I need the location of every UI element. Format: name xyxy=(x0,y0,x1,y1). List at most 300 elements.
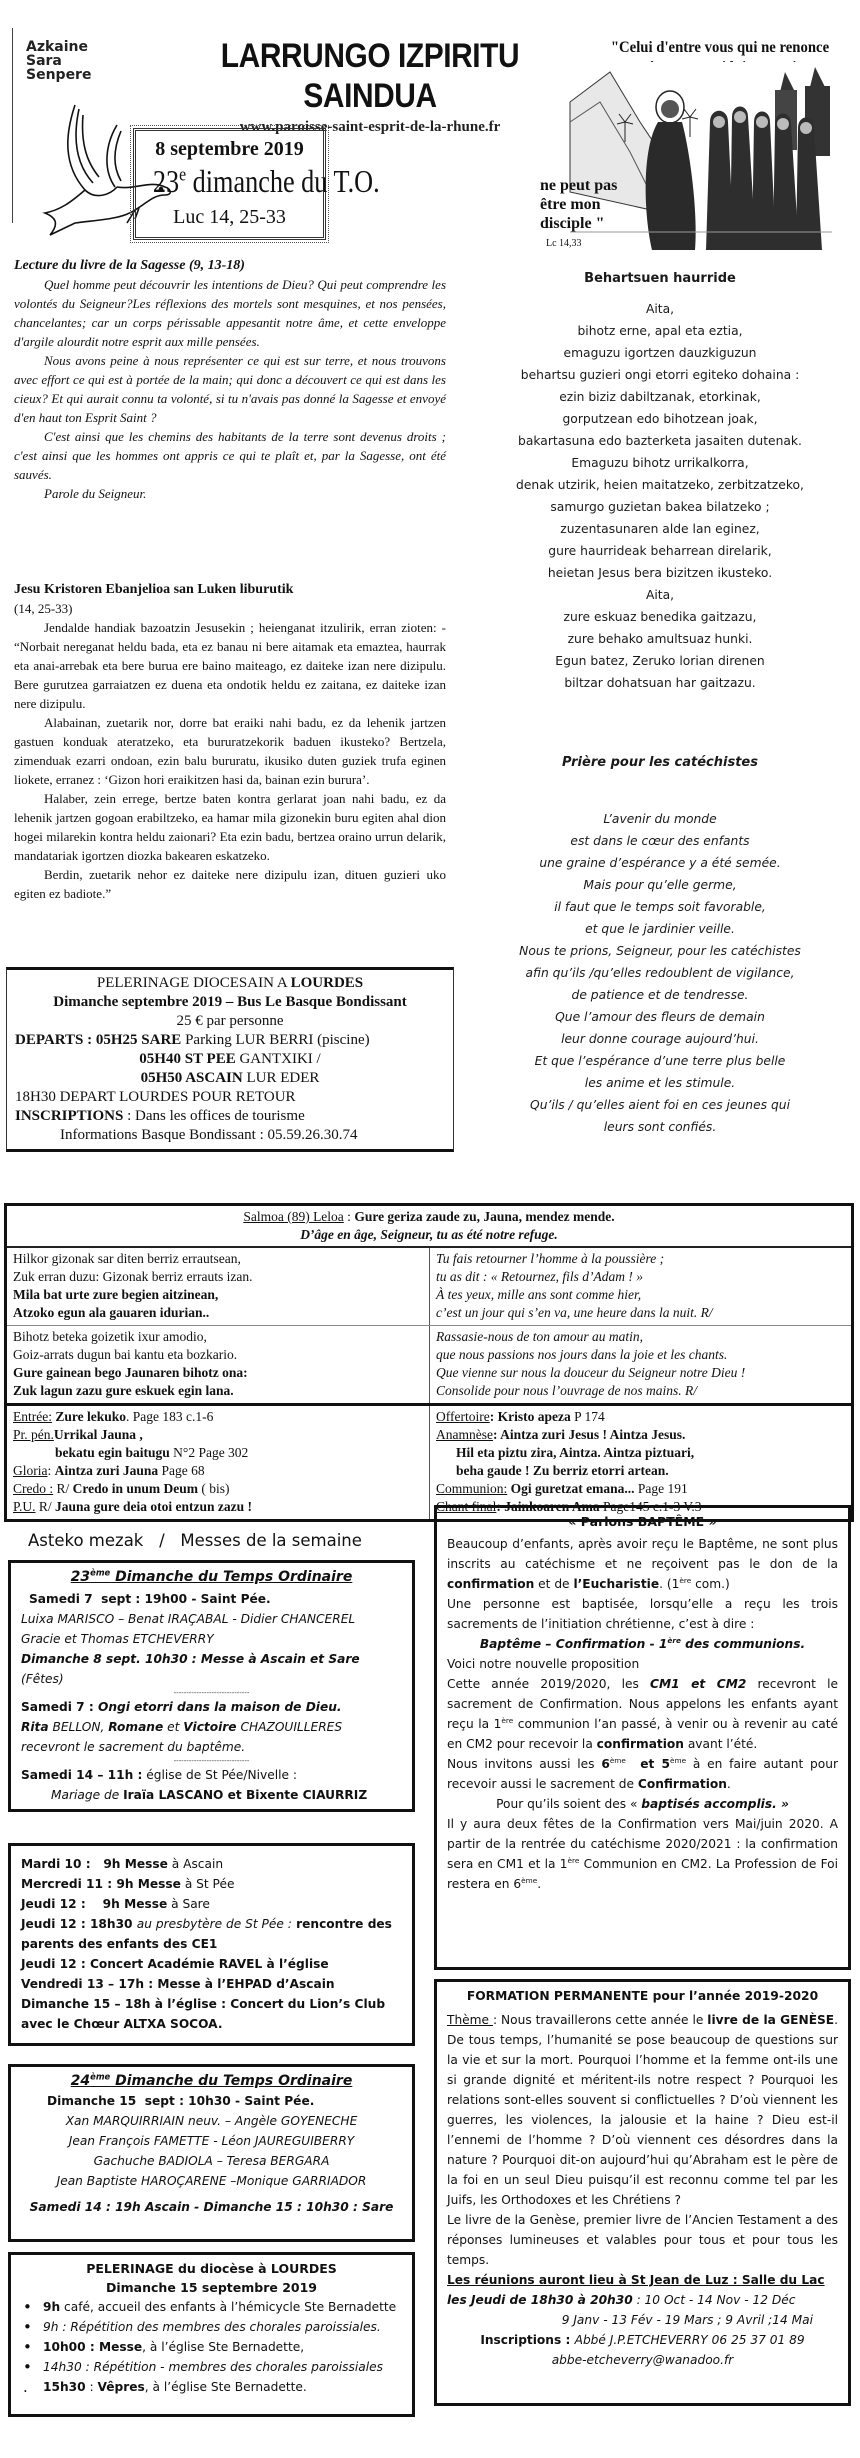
pilgrimage-program-box xyxy=(8,2252,415,2417)
baptism-last-name: BELLON, xyxy=(48,1720,109,1734)
text-run: Pour qu’ils soient des « xyxy=(496,1797,642,1811)
chant-title: Aintza zuri Jauna xyxy=(54,1463,159,1478)
reading-paragraph: Nous avons peine à nous représenter ce qui est sur terre, et nous trouvons avec effort ce qui est à portée de la main; qui donc a découvert ce qui est dans les cieux? Et qui aurait connu ta volonté, si tu n'avais pas donné la Sagesse et envoyé d'en haut ton Esprit Saint ? xyxy=(14,353,446,425)
chant-title: bekatu egin baitugu xyxy=(55,1445,170,1460)
item-text: 14h30 : Répétition - membres des chorales paroissiales xyxy=(43,2360,383,2374)
text-sup: ère xyxy=(567,1855,580,1865)
verse-line: Rassasie-nous de ton amour au matin, xyxy=(436,1329,643,1344)
prayer-lines xyxy=(470,808,850,1138)
prayer-line: zure behako amultsuaz hunki. xyxy=(567,632,753,646)
chant-label: P.U. xyxy=(13,1499,36,1514)
quote-line: ne peut pas xyxy=(540,177,618,194)
verse-line: Zuk lagun zazu gure eskuek egin lana. xyxy=(13,1383,234,1398)
prayer-line: gure haurrideak beharrean direlarik, xyxy=(548,544,772,558)
prayer-lines xyxy=(470,298,850,694)
basque-prayer xyxy=(470,268,850,694)
chant-title: Aintza zuri Jesus ! Aintza Jesus. xyxy=(500,1427,686,1442)
chant-anamnesis xyxy=(436,1426,845,1444)
chant-detail: ( bis) xyxy=(198,1481,230,1496)
bus-info-phone: Informations Basque Bondissant : 05.59.26.30.74 xyxy=(60,1127,358,1143)
weekday-day: Jeudi 12 : xyxy=(21,1897,103,1911)
chant-detail: Page 191 xyxy=(634,1481,688,1496)
item-text: : Vêpres, à l’église Ste Bernadette. xyxy=(85,2380,307,2394)
psalm-refrain-basque xyxy=(7,1208,851,1226)
psalm-table xyxy=(4,1203,854,1522)
text-run: . (1 xyxy=(659,1577,680,1591)
chant-label: Pr. pén. xyxy=(13,1427,54,1442)
mass-intention: Gracie et Thomas ETCHEVERRY xyxy=(21,1632,214,1646)
item-text: 9h : Répétition des membres des chorales paroissiales. xyxy=(43,2320,381,2334)
prayer-line: denak utzirik, heien maitatzeko, zerbitzatzeko, xyxy=(516,478,804,492)
mass-intention: Xan MARQUIRRIAIN neuv. – Angèle GOYENECHE xyxy=(65,2114,358,2128)
text-run: Confirmation xyxy=(637,1777,727,1791)
divider: ------------------------------ xyxy=(173,1689,250,1697)
text-run: 6 xyxy=(601,1757,610,1771)
gospel-quote-top: "Celui d'entre vous qui ne renonce xyxy=(610,39,830,56)
psalm-colon: : xyxy=(343,1209,355,1224)
chant-colon: : xyxy=(492,1427,501,1442)
departure-row xyxy=(15,1069,445,1088)
weekday-masses-box xyxy=(8,1843,415,2046)
departure-time: 05H50 ASCAIN xyxy=(140,1070,243,1086)
baptism-last-name: CHAZOUILLERES xyxy=(236,1720,343,1734)
gospel-heading: Jesu Kristoren Ebanjelioa san Luken liburutik xyxy=(14,582,294,597)
mass-intention: Jean Baptiste HAROÇARENE –Monique GARRIADOR xyxy=(56,2174,367,2188)
prayer-line: Egun batez, Zeruko lorian direnen xyxy=(555,654,765,668)
psalm-stanza-row xyxy=(7,1325,851,1403)
chants-right xyxy=(429,1406,851,1519)
verse-line: Atzoko egun ala gauaren idurian.. xyxy=(13,1305,210,1320)
weekday-event: 9h Messe xyxy=(102,1897,168,1911)
prayer-heading: Behartsuen haurride xyxy=(584,271,736,286)
sunday-23-box xyxy=(8,1560,415,1812)
website-link[interactable]: www.paroisse-saint-esprit-de-la-rhune.fr xyxy=(239,119,501,135)
bulletin-title: LARRUNGO IZPIRITU SAINDUA xyxy=(220,37,520,115)
formation-inscriptions xyxy=(447,2330,838,2350)
verse-line: Zuk erran duzu: Gizonak berriz errauts izan. xyxy=(13,1269,253,1284)
chant-title: Ogi guretzat emana... xyxy=(510,1481,635,1496)
chant-title: Hil eta piztu zira, Aintza. Aintza piztuari, xyxy=(456,1445,695,1460)
text-run: l’Eucharistie xyxy=(573,1577,660,1591)
inscriptions-label: INSCRIPTIONS xyxy=(15,1108,124,1124)
verse-line: c’est un jour qui s’en va, une heure dans la nuit. R/ xyxy=(436,1305,713,1320)
verse-line: tu as dit : « Retournez, fils d’Adam ! » xyxy=(436,1269,643,1284)
town-name: Senpere xyxy=(26,67,92,83)
catechist-prayer-heading: Prière pour les catéchistes xyxy=(562,755,758,770)
date-box xyxy=(133,128,380,240)
program-item xyxy=(21,2297,402,2317)
psalm-stanza-row xyxy=(7,1248,851,1325)
mass-intention: Jean François FAMETTE - Léon JAUREGUIBERRY xyxy=(68,2134,355,2148)
weekday-event: rencontre des parents des enfants des CE1 xyxy=(21,1917,392,1951)
stanza-french xyxy=(429,1248,851,1325)
wedding-place: église de St Pée/Nivelle : xyxy=(142,1768,297,1782)
prayer-line: Nous te prions, Seigneur, pour les catéchistes xyxy=(519,944,801,958)
prayer-line: Aita, xyxy=(645,588,675,602)
sunday-24-box xyxy=(8,2064,415,2242)
text-run: : Nous travaillerons cette année le xyxy=(492,2013,708,2027)
chant-detail: . Page 183 c.1-6 xyxy=(126,1409,214,1424)
chant-title: Jauna gure deia otoi entzun zazu ! xyxy=(55,1499,253,1514)
gospel-reference: Luc 14, 25-33 xyxy=(173,206,286,228)
prayer-line: bihotz erne, apal eta eztia, xyxy=(577,324,743,338)
chant-label: Entrée: xyxy=(13,1409,52,1424)
weekly-masses-title: Asteko mezak / Messes de la semaine xyxy=(28,1531,362,1550)
baptism-accomplished xyxy=(447,1794,838,1814)
departure-time: 05H40 ST PEE xyxy=(139,1051,236,1067)
gospel-paragraph: Jendalde handiak bazoatzin Jesusekin ; heienganat itzulirik, erran zioten: - “Norbait nereganat heldu bada, eta ez banau ni bere aitamak eta emaztea, haurrak eta anai-arrebak eta bere burua ere baino maiteago, ez daiteke izan nere dizipulu. Bere gurutzea garraiatzen ez duena eta ondotik heldu ez zaitana, ez daiteke izan nere dizipulu. xyxy=(14,620,446,711)
baptism-first-name: Romane xyxy=(108,1720,164,1734)
text-run: avant l’été. xyxy=(683,1737,758,1751)
text-run: . xyxy=(726,1777,731,1791)
prayer-line: Aita, xyxy=(645,302,675,316)
pilgrimage-price: 25 € par personne xyxy=(176,1013,284,1029)
program-item xyxy=(21,2337,402,2357)
gospel-paragraph: Alabainan, zuetarik nor, dorre bat eraiki nahi badu, ez da lehenik jartzen gastuen konduak ateratzeko, eta bururatzekorik baduen ikusteko? Bertzela, zimenduak ezarri ondoan, ezin balu bururatu, ikusiko duten guziek trufa eginen liokete, erranez : ‘Gizon hori eraikitzen hasi da, bainan ezin burura’. xyxy=(14,715,446,787)
departure-detail: GANTXIKI / xyxy=(235,1051,321,1067)
gospel-paragraph: Halaber, zein errege, bertze baten kontra gerlarat joan nahi badu, ez da lehenik jartzen gogoan erabiltzeko, ea hamar mila gizonekin buru egiten ahal dion hogei milarekin kontra heldu zaionari? Eta ezin badu, bertzea oraino urrun delarik, mandatariak igortzen diozka bakearen eskatzeko. xyxy=(14,791,446,863)
chant-title: Kristo apeza xyxy=(497,1409,571,1424)
prayer-line: L’avenir du monde xyxy=(603,812,717,826)
chant-label: Credo : xyxy=(13,1481,54,1496)
prayer-line: heietan Jesus bera bizitzen ikusteko. xyxy=(547,566,773,580)
prayer-line: Emaguzu bihotz urrikalkorra, xyxy=(571,456,749,470)
mass-sunday-text: Dimanche 8 sept. 10h30 : Messe à Ascain et Sare xyxy=(21,1652,360,1666)
weekday-event: 9h Messe xyxy=(103,1857,168,1871)
weekday-place: à St Pée xyxy=(180,1877,235,1891)
baptism-last-name: et xyxy=(163,1720,184,1734)
pilgrimage-title-text: PELERINAGE DIOCESAIN A xyxy=(96,975,291,991)
chant-detail: P 174 xyxy=(570,1409,605,1424)
baptism-first-name: Victoire xyxy=(183,1720,237,1734)
baptism-paragraph: Voici notre nouvelle proposition xyxy=(447,1657,640,1671)
item-emphasis: Vêpres xyxy=(97,2380,145,2394)
prayer-line: les anime et les stimule. xyxy=(584,1076,736,1090)
text-run: Il y aura deux fêtes de la Confirmation vers Mai/juin 2020. A partir de la rentrée du catéchisme 2020/2021 : la confirmation sera en CM1 et la 1 xyxy=(447,1817,838,1871)
chant-anamnesis-cont xyxy=(436,1444,845,1462)
text-run: des communions. xyxy=(680,1637,806,1651)
prayer-line: zuzentasunaren alde lan eginez, xyxy=(560,522,760,536)
chant-entree xyxy=(13,1408,423,1426)
weekday-day: Jeudi 12 : 18h30 xyxy=(21,1917,137,1931)
mass-intention: Gachuche BADIOLA – Teresa BERGARA xyxy=(93,2154,330,2168)
chant-title: Credo in unum Deum xyxy=(72,1481,199,1496)
departure-detail: Parking LUR BERRI (piscine) xyxy=(181,1032,370,1048)
prayer-line: et que le jardinier veille. xyxy=(585,922,735,936)
baptism-paragraph xyxy=(447,1754,838,1794)
chant-detail: Page145 c.1-3 V.3 xyxy=(599,1499,702,1514)
item-text: , à l’église Ste Bernadette, xyxy=(142,2340,305,2354)
town-name: Sara xyxy=(26,53,62,69)
sunday-23-title xyxy=(21,1567,402,1587)
text-run: livre de la GENÈSE xyxy=(707,2013,835,2027)
formation-box xyxy=(434,1979,851,2406)
baptism-title: « Parlons BAPTÊME » xyxy=(568,1514,717,1529)
psalm-header xyxy=(7,1206,851,1248)
prayer-line: ezin biziz dabiltzanak, etorkinak, xyxy=(559,390,761,404)
prayer-line: leur donne courage aujourd’hui. xyxy=(561,1032,759,1046)
baptism-talk-box xyxy=(434,1505,851,1970)
chant-sep: : xyxy=(47,1463,55,1478)
formation-dates: 9 Janv - 13 Fév - 19 Mars ; 9 Avril ;14 Mai xyxy=(561,2313,813,2327)
welcome-line xyxy=(21,1697,402,1717)
text-run: recevront le sacrement de Confirmation. Nous appelons les enfants ayant reçu la 1 xyxy=(447,1677,838,1731)
stanza-french xyxy=(429,1326,851,1403)
weekday-item: Vendredi 13 – 17h : Messe à l’EHPAD d’Ascain xyxy=(21,1977,335,1991)
verse-line: Consolide pour nous l’ouvrage de nos mains. R/ xyxy=(436,1383,697,1398)
prayer-line: afin qu’ils /qu’elles redoublent de vigilance, xyxy=(525,966,795,980)
pilgrimage-title xyxy=(15,974,445,993)
verse-line: Goiz-arrats dugun bai kantu eta bozkario. xyxy=(13,1347,238,1362)
title-number: 24 xyxy=(70,2073,91,2089)
chant-title: Urrikal Jauna , xyxy=(53,1427,143,1442)
verse-line: Gure gainean bego Jaunaren bihotz ona: xyxy=(13,1365,248,1380)
return-time: 18H30 DEPART LOURDES POUR RETOUR xyxy=(15,1089,296,1105)
chant-colon: : xyxy=(496,1499,505,1514)
stanza-basque xyxy=(7,1326,429,1403)
departure-row xyxy=(15,1031,445,1050)
formation-theme xyxy=(447,2010,838,2210)
weekday-day: Mercredi 11 xyxy=(21,1877,104,1891)
prayer-line: Et que l’espérance d’une terre plus belle xyxy=(534,1054,786,1068)
departure-time: 05H25 SARE xyxy=(95,1032,182,1048)
baptism-first-name: Rita xyxy=(21,1720,49,1734)
item-time: 10h00 : Messe xyxy=(43,2340,143,2354)
mass-sunday xyxy=(21,1649,402,1689)
chant-colon: : xyxy=(489,1409,498,1424)
wedding-line xyxy=(21,1765,402,1785)
town-list xyxy=(26,40,91,82)
chant-prayer-universal xyxy=(13,1498,423,1516)
weekday-event: : 9h Messe xyxy=(103,1877,181,1891)
weekday-item xyxy=(21,1854,402,1874)
item-time: 9h xyxy=(43,2300,61,2314)
reading-paragraph: Quel homme peut découvrir les intentions de Dieu? Qui peut comprendre les volontés du Seigneur?Les réflexions des mortels sont mesquines, et nos pensées, chancelantes; car un corps périssable appesantit notre âme, et cette enveloppe d'argile alourdit notre esprit aux mille pensées. xyxy=(14,277,446,349)
baptism-names xyxy=(21,1717,402,1737)
text-sup: ème xyxy=(609,1755,626,1765)
gospel-quote-bottom xyxy=(540,176,617,233)
weekday-item: Dimanche 15 – 18h à l’église : Concert du Lion’s Club avec le Chœur ALTXA SOCOA. xyxy=(21,1997,386,2031)
gospel-paragraph: Berdin, zuetarik nehor ez daiteke nere dizipulu izan, dituen guzieri uko egiten ez badiote.” xyxy=(14,867,446,901)
wedding-names: Iraïa LASCANO et Bixente CIAURRIZ xyxy=(123,1788,368,1802)
verse-line: Tu fais retourner l’homme à la poussière ; xyxy=(436,1251,665,1266)
inscriptions-text: : Dans les offices de tourisme xyxy=(123,1108,305,1124)
prayer-line: Que l’amour des fleurs de demain xyxy=(555,1010,765,1024)
text-run: Communion en CM2. La Profession de Foi restera en 6 xyxy=(447,1857,838,1891)
formation-location: Les réunions auront lieu à St Jean de Luz : Salle du Lac xyxy=(447,2273,825,2287)
departs-label: DEPARTS : xyxy=(15,1032,96,1048)
prayer-line: emaguzu igortzen dauzkiguzun xyxy=(563,346,757,360)
text-run: CM1 et CM2 xyxy=(650,1677,747,1691)
sunday-24-title xyxy=(21,2071,402,2091)
text-run: . De tous temps, l’humanité se pose beaucoup de questions sur la vie et sur la mort. Pourquoi l’homme et la femme ont-ils une si grande dignité et méritent-ils notre respect ? Pourquoi les relations sont-elles souvent si conflictuelles ? D’où viennent les guerres, les violences, la jalousie et la haine ? Dieu est-il l’ennemi de l’homme ? D’où viennent ces désordres dans la nature ? Pourquoi dit-on aujourd’hui qu’Abraham est le père de la foi en un seul Dieu puisqu’il est reconnu comme tel par les Juifs, les Orthodoxes et les Chrétiens ? xyxy=(447,2013,838,2207)
prayer-line: de patience et de tendresse. xyxy=(571,988,749,1002)
pilgrimage-bus-box xyxy=(6,967,454,1152)
program-list xyxy=(21,2297,402,2397)
item-text: café, accueil des enfants à l’hémicycle Ste Bernadette xyxy=(60,2300,397,2314)
title-sup: ème xyxy=(90,1567,111,1578)
chant-title: Jainkoaren Ama xyxy=(504,1499,600,1514)
baptism-paragraph xyxy=(447,1534,838,1594)
chant-title: beha gaude ! Zu berriz etorri artean. xyxy=(456,1463,669,1478)
email-link[interactable]: abbe-etcheverry@wanadoo.fr xyxy=(551,2353,734,2367)
baptism-paragraph xyxy=(447,1814,838,1894)
prayer-line: Qu’ils / qu’elles aient foi en ces jeunes qui xyxy=(530,1098,790,1112)
chant-gloria xyxy=(13,1462,423,1480)
refrain-french: D’âge en âge, Seigneur, tu as été notre refuge. xyxy=(300,1227,558,1242)
title-number: 23 xyxy=(70,1569,91,1585)
verse-line: Que vienne sur nous la douceur du Seigneur notre Dieu ! xyxy=(436,1365,746,1380)
baptism-paragraph: Une personne est baptisée, lorsqu’elle a reçu les trois sacrements de l’initiation chrétienne, c’est à dire : xyxy=(447,1597,838,1631)
weekday-item: Jeudi 12 : Concert Académie RAVEL à l’église xyxy=(21,1957,329,1971)
stanza-basque xyxy=(7,1248,429,1325)
quote-line: être mon xyxy=(540,196,601,213)
text-run: baptisés accomplis. » xyxy=(641,1797,789,1811)
text-run: à en faire autant pour recevoir aussi le sacrement de xyxy=(447,1757,838,1791)
chant-detail: N°2 Page 302 xyxy=(169,1445,249,1460)
wedding-names-line xyxy=(21,1785,402,1805)
inscriptions-label: Inscriptions : xyxy=(480,2333,575,2347)
weekday-day: Mardi 10 : xyxy=(21,1857,104,1871)
chant-label: Anamnèse xyxy=(436,1427,493,1442)
prayer-line: biltzar dohatsuan har gaitzazu. xyxy=(564,676,756,690)
chants-row xyxy=(7,1403,851,1519)
schedule-label: les Jeudi de 18h30 à 20h30 xyxy=(447,2293,633,2307)
wedding-day: Samedi 14 – 11h : xyxy=(21,1768,143,1782)
weekday-item xyxy=(21,1914,402,1954)
text-sup: ère xyxy=(667,1635,681,1645)
chants-left xyxy=(7,1406,429,1519)
inscriptions-contact: Abbé J.P.ETCHEVERRY 06 25 37 01 89 xyxy=(574,2333,805,2347)
prayer-line: bakartasuna edo bazterketa jasaiten dutenak. xyxy=(518,434,802,448)
verse-line: que nous passions nos jours dans la joie et les chants. xyxy=(436,1347,728,1362)
margin-rule xyxy=(12,28,13,223)
chant-label: Communion: xyxy=(436,1481,508,1496)
text-sup: ème xyxy=(669,1755,687,1765)
reading-paragraph: Parole du Seigneur. xyxy=(44,486,147,501)
title-text: Dimanche du Temps Ordinaire xyxy=(110,2073,353,2089)
theme-label: Thème xyxy=(447,2013,493,2027)
welcome-text: Ongi etorri dans la maison de Dieu. xyxy=(97,1700,342,1714)
divider: ------------------------------ xyxy=(173,1757,250,1765)
sunday-number: 23 xyxy=(152,163,180,199)
prayer-line: est dans le cœur des enfants xyxy=(570,834,750,848)
verse-line: À tes yeux, mille ans sont comme hier, xyxy=(436,1287,642,1302)
text-sup: ère xyxy=(501,1715,514,1725)
inscriptions-line xyxy=(15,1107,445,1126)
sunday-suffix: e xyxy=(179,164,187,186)
mass-intention: Luixa MARISCO – Benat IRAÇABAL - Didier CHANCEREL xyxy=(21,1612,356,1626)
program-item xyxy=(21,2377,402,2397)
bulletin-date: 8 septembre 2019 xyxy=(155,138,304,160)
chant-penitential xyxy=(13,1426,423,1444)
mass-saturday: Samedi 7 sept : 19h00 - Saint Pée. xyxy=(29,1592,271,1606)
chant-prefix: R/ xyxy=(53,1481,73,1496)
text-run: Baptême – Confirmation - 1 xyxy=(479,1637,668,1651)
reading-heading: Lecture du livre de la Sagesse (9, 13-18) xyxy=(14,258,245,273)
prayer-line: behartsu guzieri ongi etorri egiteko dohaina : xyxy=(520,368,800,382)
text-sup: ème xyxy=(521,1875,538,1885)
prayer-line: leurs sont confiés. xyxy=(603,1120,717,1134)
departure-detail: LUR EDER xyxy=(242,1070,320,1086)
program-title: PELERINAGE du diocèse à LOURDES xyxy=(86,2261,337,2276)
chant-label: Chant final xyxy=(436,1499,497,1514)
liturgical-sunday xyxy=(152,161,380,201)
gospel-reading xyxy=(14,580,446,903)
text-run: communion l’an passé, à venir ou à revenir au caté en CM2 pour recevoir la xyxy=(447,1717,838,1751)
text-run: . xyxy=(537,1877,542,1891)
welcome-day: Samedi 7 : xyxy=(21,1700,98,1714)
text-run: Beaucoup d’enfants, après avoir reçu le Baptême, ne sont plus inscrits au catéchisme et ne reçoivent pas le don de la xyxy=(447,1537,838,1571)
chant-label: Gloria xyxy=(13,1463,48,1478)
weekday-item xyxy=(21,1874,402,1894)
prayer-line: zure eskuaz benedika gaitzazu, xyxy=(563,610,757,624)
chant-title: Zure lekuko xyxy=(55,1409,127,1424)
program-date: Dimanche 15 septembre 2019 xyxy=(106,2280,317,2295)
sunday-label: dimanche du T.O. xyxy=(186,163,380,199)
chant-label: Offertoire xyxy=(436,1409,490,1424)
prayer-line: il faut que le temps soit favorable, xyxy=(554,900,766,914)
weekday-place: au presbytère de St Pée : xyxy=(136,1917,292,1931)
program-item xyxy=(21,2357,402,2377)
text-run: Cette année 2019/2020, les xyxy=(447,1677,651,1691)
text-run: Nous invitons aussi les xyxy=(447,1757,602,1771)
quote-line: disciple " xyxy=(540,215,605,232)
reading-paragraph: C'est ainsi que les chemins des habitants de la terre sont devenus droits ; c'est ainsi que les hommes ont appris ce qui te plaît et, par la Sagesse, ont été sauvés. xyxy=(14,429,446,482)
text-run: et 5 xyxy=(625,1757,670,1771)
chant-penitential-cont xyxy=(13,1444,423,1462)
schedule-dates: : 10 Oct - 14 Nov - 12 Déc xyxy=(632,2293,796,2307)
formation-title: FORMATION PERMANENTE pour l’année 2019-2020 xyxy=(466,1989,819,2003)
text-run: confirmation xyxy=(447,1577,535,1591)
refrain-basque: Gure geriza zaude zu, Jauna, mendez mende. xyxy=(354,1209,615,1224)
item-time: 15h30 xyxy=(43,2380,86,2394)
pilgrimage-date: Dimanche septembre 2019 – Bus Le Basque Bondissant xyxy=(53,994,407,1010)
verse-line: Mila bat urte zure begien aitzinean, xyxy=(13,1287,219,1302)
weekday-item xyxy=(21,1894,402,1914)
town-name: Azkaine xyxy=(26,39,89,55)
text-run: confirmation xyxy=(596,1737,684,1751)
baptism-paragraph xyxy=(447,1674,838,1754)
baptism-sacraments xyxy=(447,1634,838,1654)
text-sup: ère xyxy=(679,1575,692,1585)
weekday-place: à Ascain xyxy=(167,1857,224,1871)
other-masses: Samedi 14 : 19h Ascain - Dimanche 15 : 10h30 : Sare xyxy=(29,2200,394,2214)
psalm-refrain-french xyxy=(7,1226,851,1244)
prayer-line: gorputzean edo bihotzean joak, xyxy=(562,412,758,426)
title-text: Dimanche du Temps Ordinaire xyxy=(110,1569,353,1585)
text-run: et de xyxy=(534,1577,574,1591)
weekday-place: à Sare xyxy=(167,1897,210,1911)
wedding-label: Mariage de xyxy=(51,1788,124,1802)
chant-detail: Page 68 xyxy=(158,1463,205,1478)
title-sup: ème xyxy=(90,2071,111,2082)
pilgrimage-destination: LOURDES xyxy=(290,975,364,991)
prayer-line: Mais pour qu’elle germe, xyxy=(583,878,737,892)
departure-row xyxy=(15,1050,445,1069)
chant-communion xyxy=(436,1480,845,1498)
prayer-line: une graine d’espérance y a été semée. xyxy=(539,856,781,870)
program-item xyxy=(21,2317,402,2337)
baptism-text: recevront le sacrement du baptême. xyxy=(21,1740,246,1754)
text-run: com.) xyxy=(691,1577,730,1591)
prayer-line: samurgo guzietan bakea bilatzeko ; xyxy=(550,500,770,514)
verse-line: Hilkor gizonak sar diten berriz errautsean, xyxy=(13,1251,241,1266)
formation-paragraph: Le livre de la Genèse, premier livre de l’Ancien Testament a des réponses lumineuses et valables pour tous et pour tous les temps. xyxy=(447,2213,838,2267)
quote-reference: Lc 14,33 xyxy=(546,238,582,249)
catechist-prayer xyxy=(470,808,850,1138)
psalm-ref: Salmoa (89) Leloa xyxy=(243,1209,344,1224)
